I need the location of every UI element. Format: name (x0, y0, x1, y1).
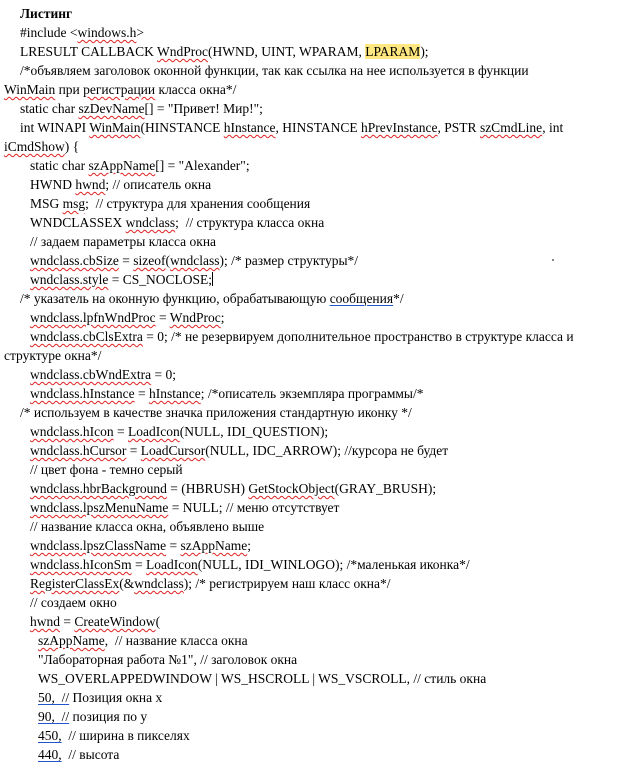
code-token: windows.h (77, 25, 137, 40)
code-token: wndclass.hbrBackground (30, 481, 167, 496)
code-token: ; (247, 538, 251, 553)
code-line (38, 631, 248, 650)
code-line (30, 479, 436, 498)
code-token: = 0; (151, 367, 176, 382)
code-token: LoadCursor (140, 443, 206, 458)
code-line (30, 213, 324, 232)
code-line (30, 555, 470, 574)
code-token: позиция по y (69, 709, 148, 724)
code-token: hwnd (75, 177, 106, 192)
code-line (20, 403, 412, 422)
code-line (30, 612, 160, 631)
code-token: wndclass.hIconSm (30, 557, 132, 572)
code-token: /*объявляем заголовок оконной функции, так как ссылка на нее используется в функции (20, 63, 529, 78)
code-token: 450, (38, 728, 62, 743)
code-token: (NULL, IDI_WINLOGO); /*маленькая иконка*/ (197, 557, 470, 572)
code-line (4, 346, 101, 365)
code-line (30, 194, 310, 213)
code-line (30, 156, 250, 175)
code-line (20, 4, 72, 23)
code-token: RegisterClassEx (30, 576, 120, 591)
code-token: /* используем в качестве значка приложения стандартную иконку */ (20, 405, 412, 420)
code-token: (NULL, IDI_QUESTION); (179, 424, 329, 439)
code-token: ; // описатель окна (105, 177, 212, 192)
code-token: = 0; /* не резервируем дополнительное пространство в структуре класса и (142, 329, 574, 344)
code-token: szAppName (88, 158, 156, 173)
code-token: wndclass.cbWndExtra (30, 367, 152, 382)
code-token: WinMain (4, 82, 56, 97)
code-token: int WINAPI (20, 120, 90, 135)
code-token: wndclass.cbClsExtra (30, 329, 143, 344)
code-token: ( (165, 253, 170, 268)
code-token: */ (393, 291, 404, 306)
code-token: ; // структура для хранения сообщения (85, 196, 311, 211)
code-line (20, 289, 404, 308)
code-token: static char (30, 158, 89, 173)
code-token: = (HBRUSH) (166, 481, 249, 496)
code-token: Позиция окна x (69, 690, 163, 705)
listing-heading: Листинг (20, 6, 73, 21)
code-token: hInstance (148, 386, 201, 401)
code-token: = (113, 424, 128, 439)
code-token: szAppName (38, 633, 105, 648)
code-line (30, 308, 225, 327)
code-token: , // название класса окна (104, 633, 248, 648)
code-token: wndclass (125, 215, 176, 230)
code-token: iCmdShow (4, 139, 65, 154)
code-token: hPrevInstance (361, 120, 438, 135)
code-token: при (55, 82, 84, 97)
code-token: wndclass (134, 576, 184, 591)
code-token: , PSTR (437, 120, 480, 135)
code-token: 440, (38, 747, 62, 762)
code-token: (GRAY_BRUSH); (334, 481, 437, 496)
code-token: static char (20, 101, 79, 116)
code-token: szCmdLine (479, 120, 543, 135)
code-token: // название класса окна, объявлено выше (30, 519, 265, 534)
code-token: /* указатель на оконную функцию, обрабатывающую (20, 291, 330, 306)
code-token: WNDCLASSEX (30, 215, 126, 230)
code-token: ; /*описатель экземпляра программы/* (200, 386, 424, 401)
code-line (30, 270, 213, 289)
code-line (38, 688, 162, 707)
code-line (30, 232, 216, 251)
code-line (30, 175, 211, 194)
code-token: класса окна*/ (155, 82, 237, 97)
code-token: szDevName (78, 101, 145, 116)
code-token: hwnd (30, 614, 60, 629)
code-token: GetStockObject (248, 481, 335, 496)
code-token: (HINSTANCE (140, 120, 224, 135)
code-token: регистрации (83, 82, 156, 97)
code-token: MSG (30, 196, 63, 211)
code-token: = NULL; // меню отсутствует (168, 500, 340, 515)
code-token: // создаем окно (30, 595, 117, 610)
code-token: (NULL, IDC_ARROW); //курсора не будет (205, 443, 449, 458)
code-token: 90, // (38, 709, 70, 724)
code-token: WinMain (89, 120, 141, 135)
code-token: 50, // (38, 690, 70, 705)
code-line (30, 327, 574, 346)
code-line (20, 61, 529, 80)
code-token: HWND (30, 177, 76, 192)
code-token: // цвет фона - темно серый (30, 462, 183, 477)
code-token: = (155, 310, 170, 325)
code-line (30, 365, 176, 384)
code-token: ; (220, 310, 225, 325)
code-line (30, 251, 358, 270)
code-token: (HWND, UINT, WPARAM, (208, 44, 366, 59)
code-token: структуре окна*/ (4, 348, 102, 363)
code-token: WS_OVERLAPPEDWINDOW | WS_HSCROLL | WS_VSCROLL, // стиль окна (38, 671, 487, 686)
code-line (4, 80, 236, 99)
code-token: = CS_NOCLOSE; (108, 272, 213, 287)
code-token: // высота (61, 747, 120, 762)
code-line (20, 118, 563, 137)
code-token: CreateWindow (74, 614, 156, 629)
code-token: LoadIcon (146, 557, 198, 572)
code-line (30, 441, 448, 460)
code-token: = (126, 443, 141, 458)
code-token: wndclass.hCursor (30, 443, 127, 458)
code-token: wndclass.cbSize (30, 253, 119, 268)
code-token: LoadIcon (127, 424, 180, 439)
code-token: szAppName (180, 538, 248, 553)
code-token: "Лабораторная работа №1", // заголовок окна (38, 652, 298, 667)
code-token: = (166, 538, 181, 553)
code-token: [] = "Привет! Мир!"; (144, 101, 263, 116)
code-token: wndclass.hInstance (30, 386, 135, 401)
code-token: #include < (20, 25, 78, 40)
code-token: = (134, 386, 149, 401)
code-line (38, 707, 147, 726)
code-line (38, 726, 190, 745)
code-token: wndclass (169, 253, 220, 268)
code-line (30, 574, 391, 593)
code-token: wndclass.style (30, 272, 109, 287)
stray-dot (552, 259, 554, 261)
code-token: , int (542, 120, 564, 135)
code-line (30, 536, 251, 555)
code-line (30, 422, 328, 441)
code-line (30, 498, 339, 517)
code-token: WndProc (169, 310, 221, 325)
code-line (20, 23, 144, 42)
code-token: LPARAM (365, 44, 421, 59)
code-token: (& (119, 576, 135, 591)
code-line (30, 593, 117, 612)
code-token: wndclass.lpfnWndProc (30, 310, 156, 325)
code-token: LRESULT CALLBACK (20, 44, 158, 59)
code-token: ( (155, 614, 161, 629)
code-line (30, 517, 264, 536)
code-line (20, 42, 429, 61)
code-token: , HINSTANCE (275, 120, 362, 135)
code-token: = (118, 253, 134, 268)
code-token: wndclass.lpszMenuName (30, 500, 169, 515)
code-token: ); (420, 44, 429, 59)
code-token: ) { (64, 139, 80, 154)
code-token: // задаем параметры класса окна (30, 234, 217, 249)
code-token: sizeof (133, 253, 166, 268)
code-line (38, 669, 486, 688)
text-cursor (212, 272, 213, 286)
code-line (4, 137, 79, 156)
code-line (38, 745, 119, 764)
code-token: WndProc (157, 44, 209, 59)
code-token: wndclass.hIcon (30, 424, 114, 439)
code-token: ; // структура класса окна (175, 215, 325, 230)
code-token: msg (62, 196, 86, 211)
code-token: = (60, 614, 75, 629)
code-token: ); /* регистрируем наш класс окна*/ (183, 576, 391, 591)
code-token: [] = "Alexander"; (155, 158, 250, 173)
code-token: // ширина в пикселях (61, 728, 190, 743)
code-token: > (136, 25, 144, 40)
code-token: сообщения (329, 291, 394, 306)
code-token: hInstance (223, 120, 276, 135)
code-line (20, 99, 263, 118)
code-token: wndclass.lpszClassName (30, 538, 167, 553)
code-line (38, 650, 297, 669)
code-line (30, 384, 423, 403)
code-token: = (131, 557, 146, 572)
code-line (30, 460, 183, 479)
code-token: ); /* размер структуры*/ (219, 253, 359, 268)
